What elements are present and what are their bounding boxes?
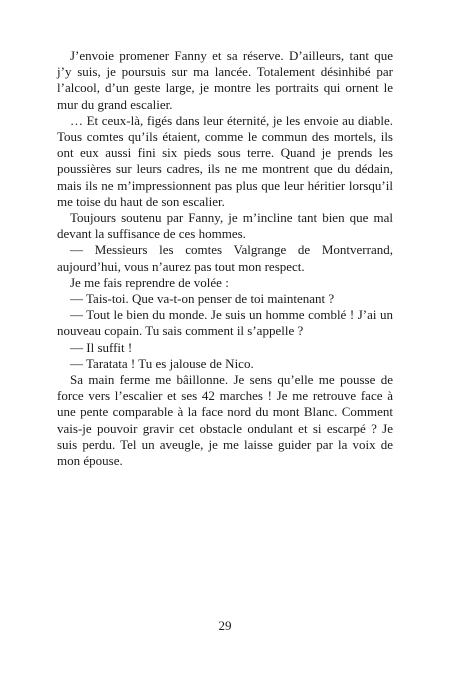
paragraph-4: — Messieurs les comtes Valgrange de Montverrand, aujourd’hui, vous n’aurez pas tout mon respect. [57, 242, 393, 274]
paragraph-3: Toujours soutenu par Fanny, je m’incline tant bien que mal devant la suffisance de ces hommes. [57, 210, 393, 242]
body-text [57, 48, 393, 469]
paragraph-6: — Tais-toi. Que va-t-on penser de toi maintenant ? [70, 291, 335, 307]
paragraph-1: J’envoie promener Fanny et sa réserve. D’ailleurs, tant que j’y suis, je poursuis sur ma lancée. Totalement désinhibé par l’alcool, d’un geste large, je montre les portraits qui ornent le mur du grand escalier. [57, 48, 393, 112]
paragraph-8: — Il suffit ! [70, 339, 133, 355]
paragraph-5: Je me fais reprendre de volée : [70, 274, 229, 290]
paragraph-9: — Taratata ! Tu es jalouse de Nico. [70, 355, 254, 371]
paragraph-7: — Tout le bien du monde. Je suis un homme comblé ! J’ai un nouveau copain. Tu sais comment il s’appelle ? [57, 307, 393, 339]
paragraph-10: Sa main ferme me bâillonne. Je sens qu’elle me pousse de force vers l’escalier et ses 42 marches ! Je me retrouve face à une pente comparable à la face nord du mont Blanc. Comment vais-je pouvoir gravir cet obstacle ondulant et si escarpé ? Je suis perdu. Tel un aveugle, je me laisse guider par la voix de mon épouse. [57, 372, 393, 469]
paragraph-2: … Et ceux-là, figés dans leur éternité, je les envoie au diable. Tous comtes qu’ils étaient, comme le commun des mortels, ils ont eux aussi fini six pieds sous terre. Quand je prends les poussières sur leurs cadres, ils ne me montrent que du dédain, mais ils ne m’impressionnent pas plus que leur héritier lorsqu’il me toise du haut de son escalier. [57, 112, 393, 209]
page-number: 29 [218, 618, 232, 633]
